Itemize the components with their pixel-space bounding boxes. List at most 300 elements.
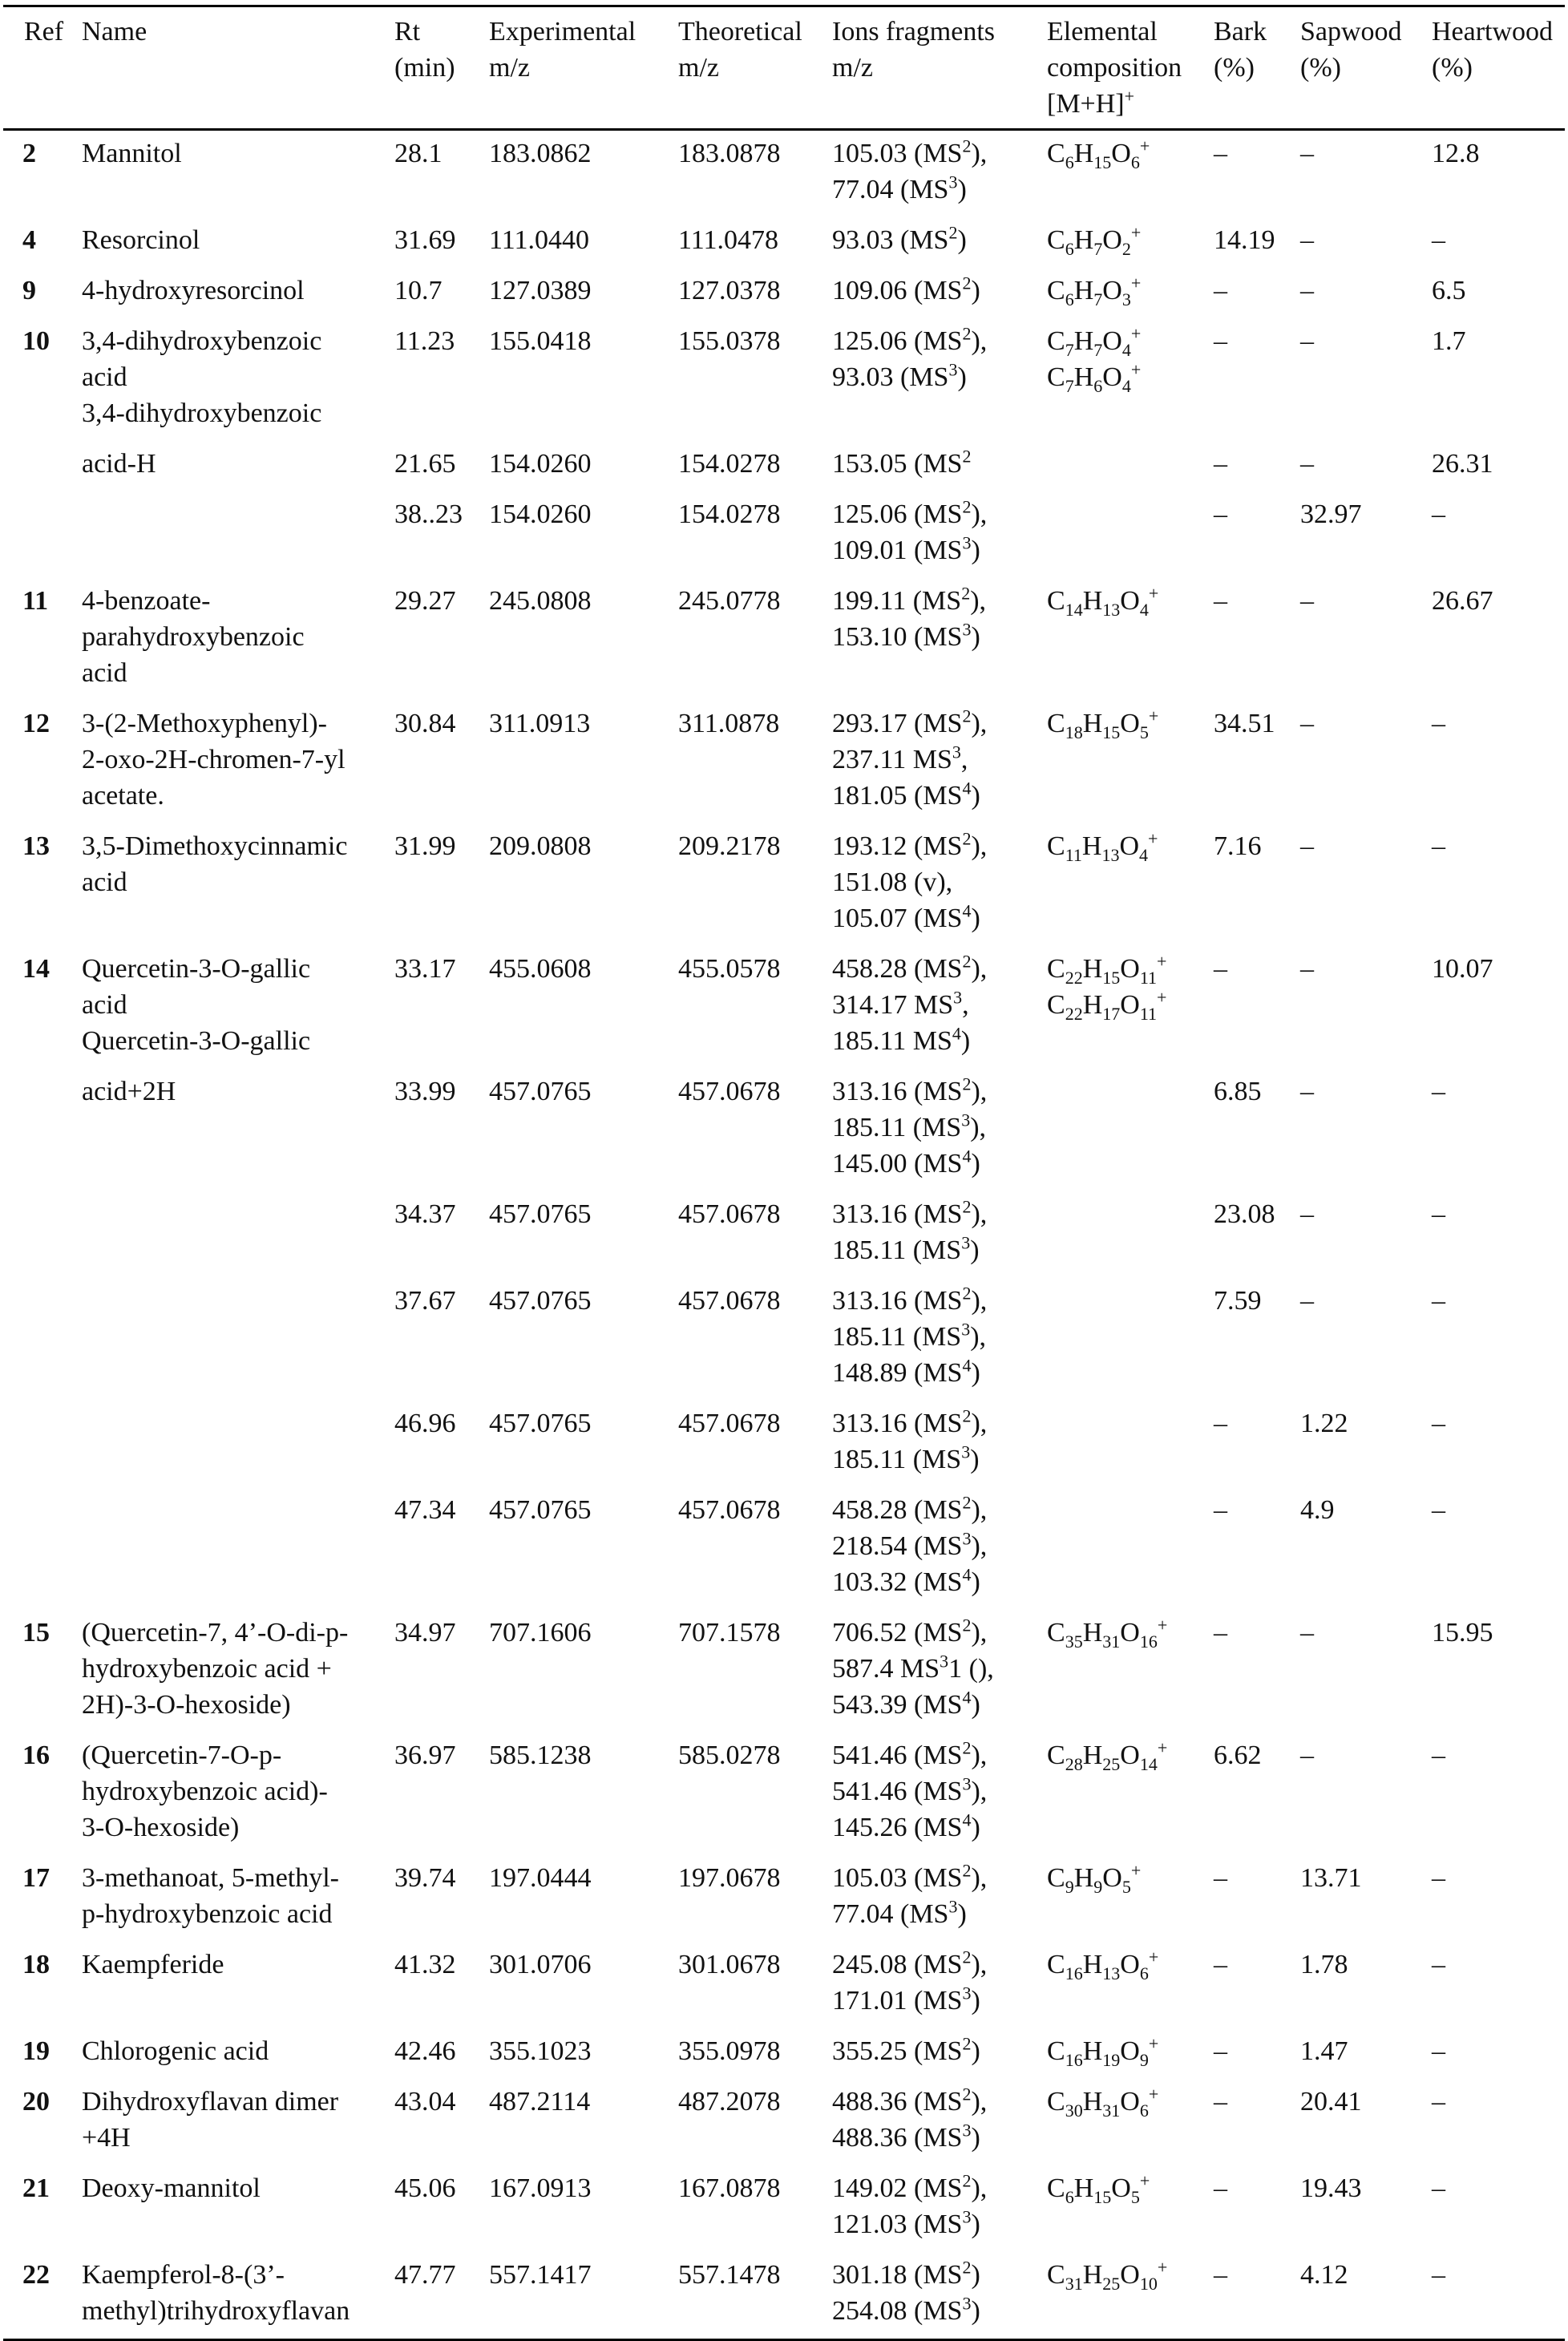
header-ref bbox=[3, 6, 77, 130]
theoretical-mz-cell: 487.2078 bbox=[678, 2087, 781, 2117]
elemental-composition-cell-line: $C_6H_{15}O_5^+$ bbox=[1047, 2170, 1150, 2207]
elemental-composition-cell-line: $C_6H_7O_3^+$ bbox=[1047, 273, 1142, 309]
name-cell bbox=[77, 823, 390, 946]
ion-fragments-cell-line: 105.07 $(MS^4)$ bbox=[832, 900, 980, 933]
ion-fragments-cell bbox=[827, 491, 1042, 578]
elemental-composition-cell bbox=[1042, 2079, 1209, 2165]
bark-cell: 7.16 bbox=[1214, 831, 1262, 861]
name-cell-line: 2-oxo-2H-chromen-7-yl bbox=[82, 745, 346, 774]
table-row bbox=[3, 2165, 1565, 2252]
rt-cell: 31.69 bbox=[394, 225, 456, 255]
elemental-composition-cell-line: $C_{22}H_{17}O_{11}^+$ bbox=[1047, 987, 1167, 1024]
heartwood-cell: 1.7 bbox=[1432, 326, 1466, 356]
experimental-mz-cell: 154.0260 bbox=[489, 499, 592, 529]
ion-fragments-cell bbox=[827, 318, 1042, 441]
rt-cell: 21.65 bbox=[394, 449, 456, 479]
bark-cell: 23.08 bbox=[1214, 1199, 1275, 1229]
heartwood-cell: – bbox=[1432, 2087, 1445, 2117]
ion-fragments-cell-line: 153.10 $(MS^3)$ bbox=[832, 619, 980, 652]
heartwood-cell: – bbox=[1432, 1077, 1445, 1106]
ion-fragments-cell-line: 121.03 $(MS^3)$ bbox=[832, 2206, 980, 2239]
name-cell-line: 3,4-dihydroxybenzoic bbox=[82, 326, 322, 356]
ref-cell bbox=[3, 1487, 77, 1610]
elemental-composition-cell bbox=[1042, 217, 1209, 268]
ion-fragments-cell bbox=[827, 2079, 1042, 2165]
heartwood-cell: 12.8 bbox=[1432, 139, 1480, 168]
sapwood-cell: – bbox=[1300, 831, 1314, 861]
bark-cell: 6.62 bbox=[1214, 1741, 1262, 1770]
name-cell bbox=[77, 1487, 390, 1610]
elemental-composition-cell-line: $C_{22}H_{15}O_{11}^+$ bbox=[1047, 951, 1167, 988]
elemental-composition-cell bbox=[1042, 1942, 1209, 2028]
name-cell bbox=[77, 2252, 390, 2340]
sapwood-cell: – bbox=[1300, 1741, 1314, 1770]
experimental-mz-cell: 154.0260 bbox=[489, 449, 592, 479]
experimental-mz-cell: 457.0765 bbox=[489, 1077, 592, 1106]
name-cell-line: 3,5-Dimethoxycinnamic bbox=[82, 831, 348, 861]
name-cell-line: (Quercetin-7, 4’-O-di-p- bbox=[82, 1618, 349, 1648]
ref-cell: 17 bbox=[22, 1863, 50, 1893]
ion-fragments-cell-line: 103.32 $(MS^4)$ bbox=[832, 1564, 980, 1597]
ref-cell bbox=[3, 1069, 77, 1191]
heartwood-cell: – bbox=[1432, 2173, 1445, 2203]
rt-cell: 11.23 bbox=[394, 326, 455, 356]
ref-cell: 10 bbox=[22, 326, 50, 356]
ion-fragments-cell bbox=[827, 578, 1042, 701]
compound-table-container bbox=[3, 5, 1565, 2341]
ion-fragments-cell-line: 109.01 $(MS^3)$ bbox=[832, 532, 980, 565]
name-cell-line: acid+2H bbox=[82, 1077, 176, 1106]
theoretical-mz-cell: 301.0678 bbox=[678, 1950, 781, 1979]
header-theoretical-mz bbox=[673, 6, 827, 130]
ion-fragments-cell bbox=[827, 1942, 1042, 2028]
ref-cell: 12 bbox=[22, 709, 50, 738]
elemental-composition-cell bbox=[1042, 1610, 1209, 1733]
theoretical-mz-cell: 154.0278 bbox=[678, 449, 781, 479]
name-cell bbox=[77, 491, 390, 578]
sapwood-cell: 20.41 bbox=[1300, 2087, 1362, 2117]
name-cell-line: 4-hydroxyresorcinol bbox=[82, 276, 305, 305]
rt-cell: 29.27 bbox=[394, 586, 456, 616]
ion-fragments-cell bbox=[827, 2028, 1042, 2079]
ion-fragments-cell-line: 181.05 $(MS^4)$ bbox=[832, 778, 980, 811]
ion-fragments-cell-line: 543.39 $(MS^4)$ bbox=[832, 1687, 980, 1720]
rt-cell: 34.97 bbox=[394, 1618, 456, 1648]
elemental-composition-cell bbox=[1042, 701, 1209, 823]
experimental-mz-cell: 457.0765 bbox=[489, 1495, 592, 1525]
heartwood-cell: 15.95 bbox=[1432, 1618, 1493, 1648]
header-line: m/z bbox=[832, 53, 873, 83]
header-line: Bark bbox=[1214, 17, 1267, 46]
rt-cell: 43.04 bbox=[394, 2087, 456, 2117]
header-line: Heartwood bbox=[1432, 17, 1554, 46]
ion-fragments-cell bbox=[827, 823, 1042, 946]
header-line: Rt bbox=[394, 17, 421, 46]
theoretical-mz-cell: 167.0878 bbox=[678, 2173, 781, 2203]
name-cell bbox=[77, 217, 390, 268]
name-cell bbox=[77, 701, 390, 823]
ion-fragments-cell bbox=[827, 1733, 1042, 1855]
ion-fragments-cell bbox=[827, 701, 1042, 823]
name-cell bbox=[77, 1278, 390, 1401]
name-cell-line: Quercetin-3-O-gallic bbox=[82, 1026, 311, 1056]
rt-cell: 46.96 bbox=[394, 1409, 456, 1438]
ion-fragments-cell bbox=[827, 2165, 1042, 2252]
elemental-composition-cell bbox=[1042, 1069, 1209, 1191]
theoretical-mz-cell: 455.0578 bbox=[678, 954, 781, 984]
bark-cell: – bbox=[1214, 1495, 1227, 1525]
rt-cell: 45.06 bbox=[394, 2173, 456, 2203]
table-row bbox=[3, 1733, 1565, 1855]
bark-cell: – bbox=[1214, 1863, 1227, 1893]
theoretical-mz-cell: 457.0678 bbox=[678, 1495, 781, 1525]
ion-fragments-cell-line: 151.08 (v), bbox=[832, 867, 953, 897]
sapwood-cell: 1.78 bbox=[1300, 1950, 1348, 1979]
name-cell bbox=[77, 2165, 390, 2252]
ion-fragments-cell-line: 706.52 $(MS^2)$, bbox=[832, 1615, 988, 1648]
bark-cell: – bbox=[1214, 1618, 1227, 1648]
elemental-composition-cell bbox=[1042, 1855, 1209, 1942]
header-line: m/z bbox=[489, 53, 530, 83]
ion-fragments-cell-line: 125.06 $(MS^2)$, bbox=[832, 496, 988, 529]
heartwood-cell: – bbox=[1432, 1741, 1445, 1770]
sapwood-cell: 13.71 bbox=[1300, 1863, 1362, 1893]
experimental-mz-cell: 209.0808 bbox=[489, 831, 592, 861]
elemental-composition-cell-line: $C_{18}H_{15}O_5^+$ bbox=[1047, 706, 1159, 742]
table-body bbox=[3, 130, 1565, 2340]
ref-cell: 14 bbox=[22, 954, 50, 984]
experimental-mz-cell: 557.1417 bbox=[489, 2260, 592, 2290]
bark-cell: 7.59 bbox=[1214, 1286, 1262, 1316]
ion-fragments-cell-line: 93.03 $(MS^3)$ bbox=[832, 359, 967, 392]
heartwood-cell: – bbox=[1432, 2036, 1445, 2066]
table-row bbox=[3, 1487, 1565, 1610]
name-cell-line: Chlorogenic acid bbox=[82, 2036, 269, 2066]
sapwood-cell: – bbox=[1300, 449, 1314, 479]
name-cell-line: Kaempferide bbox=[82, 1950, 224, 1979]
ion-fragments-cell-line: 313.16 $(MS^2)$, bbox=[832, 1196, 988, 1229]
heartwood-cell: – bbox=[1432, 1286, 1445, 1316]
name-cell-line: (Quercetin-7-O-p- bbox=[82, 1741, 282, 1770]
rt-cell: 41.32 bbox=[394, 1950, 456, 1979]
ion-fragments-cell-line: 313.16 $(MS^2)$, bbox=[832, 1405, 988, 1438]
sapwood-cell: 1.47 bbox=[1300, 2036, 1348, 2066]
ion-fragments-cell-line: 148.89 $(MS^4)$ bbox=[832, 1355, 980, 1388]
ref-cell: 18 bbox=[22, 1950, 50, 1979]
theoretical-mz-cell: 457.0678 bbox=[678, 1409, 781, 1438]
table-row bbox=[3, 1942, 1565, 2028]
ion-fragments-cell-line: 541.46 $(MS^3)$, bbox=[832, 1773, 988, 1806]
experimental-mz-cell: 455.0608 bbox=[489, 954, 592, 984]
ion-fragments-cell bbox=[827, 1069, 1042, 1191]
theoretical-mz-cell: 585.0278 bbox=[678, 1741, 781, 1770]
table-row bbox=[3, 1610, 1565, 1733]
header-line: (%) bbox=[1300, 53, 1341, 83]
ion-fragments-cell-line: 199.11 $(MS^2)$, bbox=[832, 583, 987, 616]
header-line: Name bbox=[82, 17, 148, 46]
bark-cell: – bbox=[1214, 586, 1227, 616]
theoretical-mz-cell: 209.2178 bbox=[678, 831, 781, 861]
heartwood-cell: 6.5 bbox=[1432, 276, 1466, 305]
bark-cell: – bbox=[1214, 2173, 1227, 2203]
ion-fragments-cell-line: 458.28 $(MS^2)$, bbox=[832, 951, 988, 984]
theoretical-mz-cell: 457.0678 bbox=[678, 1286, 781, 1316]
name-cell-line: Kaempferol-8-(3’- bbox=[82, 2260, 285, 2290]
header-bark bbox=[1209, 6, 1295, 130]
rt-cell: 47.77 bbox=[394, 2260, 456, 2290]
elemental-composition-cell bbox=[1042, 1191, 1209, 1278]
ref-cell: 20 bbox=[22, 2087, 50, 2117]
sapwood-cell: – bbox=[1300, 326, 1314, 356]
name-cell-line: hydroxybenzoic acid + bbox=[82, 1654, 332, 1684]
elemental-composition-cell bbox=[1042, 1401, 1209, 1487]
ion-fragments-cell-line: 313.16 $(MS^2)$, bbox=[832, 1283, 988, 1316]
elemental-composition-cell-line: $C_9H_9O_5^+$ bbox=[1047, 1860, 1142, 1897]
name-cell-line: acid bbox=[82, 362, 127, 392]
table-row bbox=[3, 578, 1565, 701]
theoretical-mz-cell: 457.0678 bbox=[678, 1077, 781, 1106]
elemental-composition-cell bbox=[1042, 578, 1209, 701]
table-header bbox=[3, 6, 1565, 130]
name-cell-line: Dihydroxyflavan dimer bbox=[82, 2087, 339, 2117]
elemental-composition-cell bbox=[1042, 441, 1209, 491]
ion-fragments-cell bbox=[827, 130, 1042, 218]
name-cell-line: Deoxy-mannitol bbox=[82, 2173, 261, 2203]
ion-fragments-cell bbox=[827, 1487, 1042, 1610]
rt-cell: 33.17 bbox=[394, 954, 456, 984]
name-cell-line: methyl)trihydroxyflavan bbox=[82, 2296, 350, 2326]
name-cell bbox=[77, 2028, 390, 2079]
heartwood-cell: – bbox=[1432, 499, 1445, 529]
ref-cell bbox=[3, 491, 77, 578]
header-line: (min) bbox=[394, 53, 455, 83]
name-cell-line: 3,4-dihydroxybenzoic bbox=[82, 398, 322, 428]
table-row bbox=[3, 1278, 1565, 1401]
ion-fragments-cell bbox=[827, 441, 1042, 491]
compound-table bbox=[3, 5, 1565, 2341]
ion-fragments-cell-line: 237.11 $MS^3$, bbox=[832, 742, 968, 774]
sapwood-cell: – bbox=[1300, 276, 1314, 305]
ion-fragments-cell-line: 185.11 $MS^4$) bbox=[832, 1023, 971, 1056]
rt-cell: 36.97 bbox=[394, 1741, 456, 1770]
header-elemental-composition bbox=[1042, 6, 1209, 130]
theoretical-mz-cell: 355.0978 bbox=[678, 2036, 781, 2066]
theoretical-mz-cell: 311.0878 bbox=[678, 709, 780, 738]
name-cell bbox=[77, 441, 390, 491]
header-line: (%) bbox=[1214, 53, 1255, 83]
ion-fragments-cell bbox=[827, 946, 1042, 1069]
theoretical-mz-cell: 111.0478 bbox=[678, 225, 778, 255]
ion-fragments-cell-line: 185.11 $(MS^3)$ bbox=[832, 1232, 980, 1265]
experimental-mz-cell: 487.2114 bbox=[489, 2087, 591, 2117]
experimental-mz-cell: 707.1606 bbox=[489, 1618, 592, 1648]
rt-cell: 30.84 bbox=[394, 709, 456, 738]
ion-fragments-cell bbox=[827, 268, 1042, 318]
ion-fragments-cell-line: 301.18 $(MS^2)$ bbox=[832, 2257, 980, 2290]
ion-fragments-cell bbox=[827, 1610, 1042, 1733]
table-row bbox=[3, 318, 1565, 441]
table-row bbox=[3, 1855, 1565, 1942]
rt-cell: 33.99 bbox=[394, 1077, 456, 1106]
sapwood-cell: 32.97 bbox=[1300, 499, 1362, 529]
experimental-mz-cell: 197.0444 bbox=[489, 1863, 592, 1893]
header-line: Ions fragments bbox=[832, 17, 996, 46]
elemental-composition-cell-line: $C_{16}H_{13}O_6^+$ bbox=[1047, 1947, 1159, 1983]
elemental-composition-cell bbox=[1042, 946, 1209, 1069]
bark-cell: 14.19 bbox=[1214, 225, 1275, 255]
name-cell-line: parahydroxybenzoic bbox=[82, 622, 305, 652]
name-cell-line: acid-H bbox=[82, 449, 156, 479]
name-cell-line: 3-O-hexoside) bbox=[82, 1813, 240, 1842]
ref-cell bbox=[3, 1191, 77, 1278]
ion-fragments-cell-line: 254.08 $(MS^3)$ bbox=[832, 2293, 980, 2326]
ref-cell: 13 bbox=[22, 831, 50, 861]
header-line: Experimental bbox=[489, 17, 636, 46]
ref-cell: 11 bbox=[22, 586, 49, 616]
header-line: Theoretical bbox=[678, 17, 802, 46]
elemental-composition-cell bbox=[1042, 823, 1209, 946]
elemental-composition-cell-line: $C_7H_6O_4^+$ bbox=[1047, 359, 1142, 396]
ion-fragments-cell-line: 125.06 $(MS^2)$, bbox=[832, 323, 988, 356]
bark-cell: – bbox=[1214, 954, 1227, 984]
ion-fragments-cell bbox=[827, 1278, 1042, 1401]
name-cell-line: +4H bbox=[82, 2123, 131, 2153]
rt-cell: 37.67 bbox=[394, 1286, 456, 1316]
elemental-composition-cell bbox=[1042, 1733, 1209, 1855]
name-cell-line: Resorcinol bbox=[82, 225, 200, 255]
ion-fragments-cell bbox=[827, 217, 1042, 268]
heartwood-cell: – bbox=[1432, 709, 1445, 738]
heartwood-cell: – bbox=[1432, 225, 1445, 255]
name-cell-line: acetate. bbox=[82, 781, 164, 811]
sapwood-cell: – bbox=[1300, 225, 1314, 255]
theoretical-mz-cell: 707.1578 bbox=[678, 1618, 781, 1648]
ion-fragments-cell-line: 77.04 $(MS^3)$ bbox=[832, 1896, 967, 1929]
bark-cell: – bbox=[1214, 499, 1227, 529]
elemental-composition-cell bbox=[1042, 1487, 1209, 1610]
ion-fragments-cell-line: 193.12 $(MS^2)$, bbox=[832, 828, 988, 861]
table-row bbox=[3, 701, 1565, 823]
table-row bbox=[3, 823, 1565, 946]
heartwood-cell: – bbox=[1432, 1199, 1445, 1229]
elemental-composition-cell bbox=[1042, 491, 1209, 578]
ion-fragments-cell-line: 171.01 $(MS^3)$ bbox=[832, 1983, 980, 2016]
name-cell-line: hydroxybenzoic acid)- bbox=[82, 1777, 328, 1806]
name-cell bbox=[77, 1733, 390, 1855]
theoretical-mz-cell: 183.0878 bbox=[678, 139, 781, 168]
elemental-composition-cell-line: $C_{11}H_{13}O_4^+$ bbox=[1047, 828, 1158, 865]
ion-fragments-cell-line: 149.02 $(MS^2)$, bbox=[832, 2170, 988, 2203]
header-ion-fragments bbox=[827, 6, 1042, 130]
sapwood-cell: 4.9 bbox=[1300, 1495, 1335, 1525]
header-experimental-mz bbox=[484, 6, 673, 130]
ion-fragments-cell bbox=[827, 1855, 1042, 1942]
theoretical-mz-cell: 127.0378 bbox=[678, 276, 781, 305]
heartwood-cell: – bbox=[1432, 1863, 1445, 1893]
table-row bbox=[3, 217, 1565, 268]
elemental-composition-cell bbox=[1042, 2028, 1209, 2079]
ion-fragments-cell-line: 185.11 $(MS^3)$, bbox=[832, 1319, 987, 1352]
sapwood-cell: – bbox=[1300, 1286, 1314, 1316]
elemental-composition-cell bbox=[1042, 130, 1209, 218]
experimental-mz-cell: 183.0862 bbox=[489, 139, 592, 168]
theoretical-mz-cell: 557.1478 bbox=[678, 2260, 781, 2290]
ion-fragments-cell-line: 488.36 $(MS^2)$, bbox=[832, 2084, 988, 2117]
elemental-composition-cell-line: $C_{14}H_{13}O_4^+$ bbox=[1047, 583, 1159, 620]
ion-fragments-cell-line: 245.08 $(MS^2)$, bbox=[832, 1947, 988, 1979]
name-cell-line: 3-(2-Methoxyphenyl)- bbox=[82, 709, 327, 738]
heartwood-cell: 26.67 bbox=[1432, 586, 1493, 616]
ref-cell: 2 bbox=[22, 139, 36, 168]
name-cell-line: p-hydroxybenzoic acid bbox=[82, 1899, 333, 1929]
ion-fragments-cell-line: 314.17 $MS^3$, bbox=[832, 987, 969, 1020]
elemental-composition-cell bbox=[1042, 268, 1209, 318]
table-row bbox=[3, 2079, 1565, 2165]
ion-fragments-cell-line: 105.03 $(MS^2)$, bbox=[832, 1860, 988, 1893]
name-cell-line: 4-benzoate- bbox=[82, 586, 211, 616]
heartwood-cell: 10.07 bbox=[1432, 954, 1493, 984]
bark-cell: – bbox=[1214, 2260, 1227, 2290]
bark-cell: – bbox=[1214, 326, 1227, 356]
table-row bbox=[3, 441, 1565, 491]
table-row bbox=[3, 1401, 1565, 1487]
name-cell bbox=[77, 1401, 390, 1487]
sapwood-cell: – bbox=[1300, 139, 1314, 168]
name-cell-line: 2H)-3-O-hexoside) bbox=[82, 1690, 291, 1720]
bark-cell: 6.85 bbox=[1214, 1077, 1262, 1106]
name-cell bbox=[77, 1069, 390, 1191]
name-cell bbox=[77, 318, 390, 441]
bark-cell: 34.51 bbox=[1214, 709, 1275, 738]
name-cell bbox=[77, 1191, 390, 1278]
bark-cell: – bbox=[1214, 2036, 1227, 2066]
experimental-mz-cell: 457.0765 bbox=[489, 1286, 592, 1316]
rt-cell: 10.7 bbox=[394, 276, 443, 305]
name-cell bbox=[77, 1610, 390, 1733]
elemental-composition-cell-line: $C_7H_7O_4^+$ bbox=[1047, 323, 1142, 360]
theoretical-mz-cell: 155.0378 bbox=[678, 326, 781, 356]
sapwood-cell: 19.43 bbox=[1300, 2173, 1362, 2203]
ion-fragments-cell-line: 355.25 $(MS^2)$ bbox=[832, 2033, 980, 2066]
table-row bbox=[3, 130, 1565, 218]
header-line: m/z bbox=[678, 53, 719, 83]
ion-fragments-cell-line: 185.11 $(MS^3)$, bbox=[832, 1110, 987, 1142]
name-cell bbox=[77, 946, 390, 1069]
ion-fragments-cell bbox=[827, 1401, 1042, 1487]
elemental-composition-cell-line: $C_{35}H_{31}O_{16}^+$ bbox=[1047, 1615, 1168, 1652]
rt-cell: 39.74 bbox=[394, 1863, 456, 1893]
experimental-mz-cell: 111.0440 bbox=[489, 225, 589, 255]
ion-fragments-cell-line: 145.00 $(MS^4)$ bbox=[832, 1146, 980, 1179]
table-row bbox=[3, 1069, 1565, 1191]
table-row bbox=[3, 946, 1565, 1069]
theoretical-mz-cell: 457.0678 bbox=[678, 1199, 781, 1229]
ref-cell: 22 bbox=[22, 2260, 50, 2290]
name-cell bbox=[77, 1942, 390, 2028]
name-cell-line: acid bbox=[82, 867, 127, 897]
experimental-mz-cell: 167.0913 bbox=[489, 2173, 592, 2203]
ion-fragments-cell-line: 77.04 $(MS^3)$ bbox=[832, 172, 967, 204]
name-cell bbox=[77, 268, 390, 318]
ref-cell: 4 bbox=[22, 225, 36, 255]
table-row bbox=[3, 268, 1565, 318]
elemental-composition-cell-line: $C_6H_{15}O_6^+$ bbox=[1047, 135, 1150, 172]
heartwood-cell: – bbox=[1432, 1950, 1445, 1979]
ion-fragments-cell-line: 458.28 $(MS^2)$, bbox=[832, 1492, 988, 1525]
bark-cell: – bbox=[1214, 2087, 1227, 2117]
sapwood-cell: – bbox=[1300, 1077, 1314, 1106]
heartwood-cell: – bbox=[1432, 2260, 1445, 2290]
